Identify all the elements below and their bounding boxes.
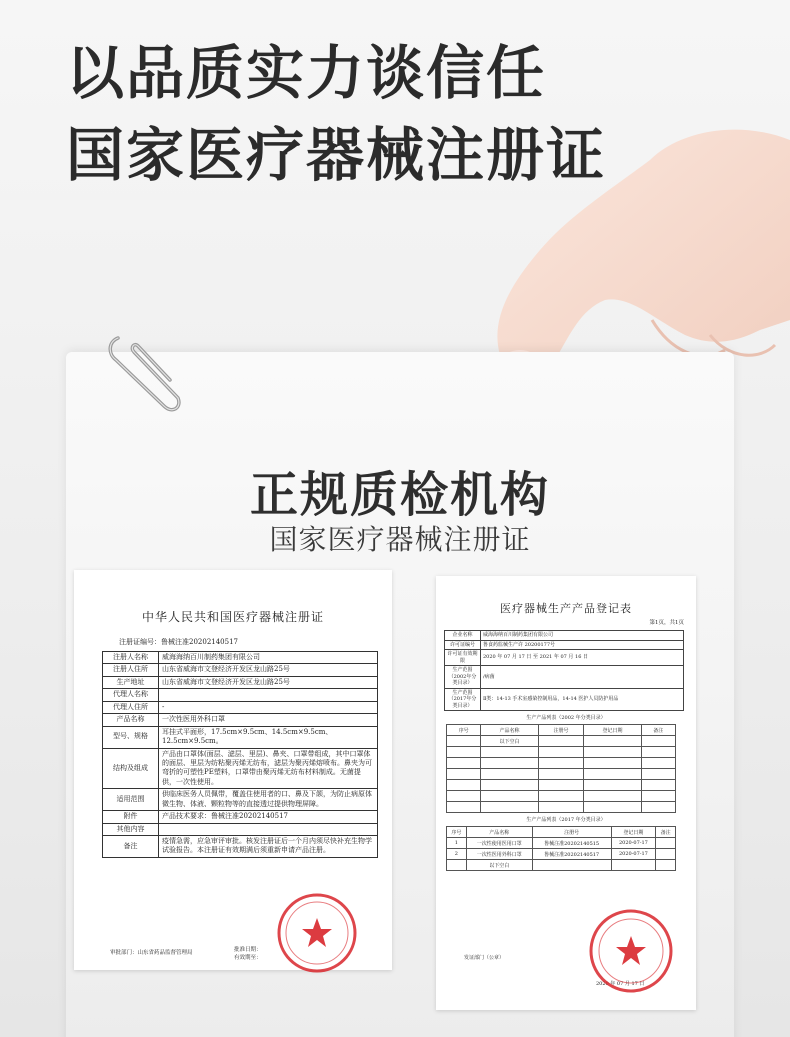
column-header: 产品名称	[481, 725, 538, 736]
empty-note: 以下空白	[481, 736, 538, 747]
row-key: 其他内容	[103, 823, 159, 835]
column-header: 注册号	[538, 725, 584, 736]
certificate-number: 注册证编号：鲁械注准20202140517	[119, 638, 238, 646]
certificate-row	[103, 701, 378, 713]
row-key: 结构及组成	[103, 748, 159, 789]
form-row	[445, 640, 684, 650]
row-key: 许可证编号	[445, 640, 481, 650]
issue-date: 2020 年 07 月 17 日	[596, 981, 645, 987]
row-value: 耳挂式平面形，17.5cm×9.5cm、14.5cm×9.5cm、12.5cm×9.5cm。	[159, 726, 378, 748]
column-header: 产品名称	[466, 827, 532, 838]
certificate-row	[103, 789, 378, 811]
row-value: 威海海纳百川制药集团有限公司	[159, 652, 378, 664]
product-no: 2	[447, 849, 467, 860]
row-key: 代理人住所	[103, 701, 159, 713]
list-2002-caption: 生产产品列表（2002 年分类目录）	[526, 715, 606, 721]
row-value: -	[159, 701, 378, 713]
product-no: 1	[447, 838, 467, 849]
certificate-row	[103, 823, 378, 835]
row-key: 注册人住所	[103, 664, 159, 676]
official-seal-icon	[274, 890, 360, 976]
table-row	[447, 849, 676, 860]
column-header: 序号	[447, 725, 481, 736]
certificate-row	[103, 748, 378, 789]
issuing-authority: 发证部门（公章）	[464, 955, 505, 961]
paperclip-icon	[104, 328, 184, 418]
certificate-approver: 审批部门：山东省药品监督管理局	[110, 950, 193, 956]
row-value: 山东省威海市文登经济开发区龙山路25号	[159, 664, 378, 676]
headline-line-2: 国家医疗器械注册证	[66, 121, 607, 189]
certificate-title: 中华人民共和国医疗器械注册证	[141, 610, 324, 624]
column-header: 登记日期	[611, 827, 656, 838]
table-row	[447, 838, 676, 849]
form-title: 医疗器械生产产品登记表	[500, 602, 632, 615]
product-reg: 鲁械注准20202140515	[532, 838, 611, 849]
certificate-row	[103, 836, 378, 858]
row-key: 注册人名称	[103, 652, 159, 664]
product-remark	[656, 849, 676, 860]
product-name: 一次性医用外科口罩	[466, 849, 532, 860]
row-value: 一次性医用外科口罩	[159, 714, 378, 726]
row-key: 生产范围（2002年分类目录）	[445, 666, 481, 689]
row-key: 代理人名称	[103, 689, 159, 701]
certificate-row	[103, 714, 378, 726]
official-seal-icon	[586, 906, 676, 996]
row-key: 生产地址	[103, 676, 159, 688]
row-key: 型号、规格	[103, 726, 159, 748]
product-name: 一次性使用医用口罩	[466, 838, 532, 849]
list-2017-caption: 生产产品列表（2017 年分类目录）	[526, 817, 606, 823]
row-key: 适用范围	[103, 789, 159, 811]
form-info-table	[444, 630, 684, 711]
product-reg: 鲁械注准20202140517	[532, 849, 611, 860]
row-key: 许可证有效期限	[445, 650, 481, 666]
list-2017-table	[446, 826, 676, 871]
list-2002-table	[446, 724, 676, 813]
product-date: 2020-07-17	[611, 849, 656, 860]
row-value	[159, 823, 378, 835]
row-value: 2020 年 07 月 17 日 至 2021 年 07 月 16 日	[481, 650, 684, 666]
row-value: /病菌	[481, 666, 684, 689]
certificate-row	[103, 726, 378, 748]
board-subtitle: 国家医疗器械注册证	[269, 523, 531, 556]
headline-line-1: 以品质实力谈信任	[66, 39, 547, 107]
board-title: 正规质检机构	[249, 467, 550, 523]
column-header: 注册号	[532, 827, 611, 838]
column-header: 登记日期	[584, 725, 641, 736]
form-row	[445, 666, 684, 689]
empty-note: 以下空白	[466, 860, 532, 871]
product-date: 2020-07-17	[611, 838, 656, 849]
column-header: 序号	[447, 827, 467, 838]
certificate-row	[103, 652, 378, 664]
column-header: 备注	[641, 725, 675, 736]
row-value: 产品技术要求：鲁械注准20202140517	[159, 811, 378, 823]
row-value: 供临床医务人员佩带，覆盖住使用者的口、鼻及下颌，为防止病原体微生物、体液、颗粒物等的直接透过提供物理屏障。	[159, 789, 378, 811]
form-row	[445, 688, 684, 711]
row-key: 生产范围（2017年分类目录）	[445, 688, 481, 711]
row-value: 威海海纳百川制药集团有限公司	[481, 631, 684, 641]
certificate-row	[103, 664, 378, 676]
column-header: 备注	[656, 827, 676, 838]
row-key: 附件	[103, 811, 159, 823]
certificate-table	[102, 651, 378, 858]
row-value: 鲁食药监械生产许 20200177号	[481, 640, 684, 650]
production-registration-form	[436, 576, 696, 1010]
row-value	[159, 689, 378, 701]
registration-certificate	[74, 570, 392, 970]
product-remark	[656, 838, 676, 849]
certificate-row	[103, 676, 378, 688]
certificate-dates: 批准日期： 有效期至：	[234, 947, 262, 962]
row-value: 疫情急需，应急审评审批。核发注册证后一个月内须尽快补充生物学试验报告。本注册证有效期满后须重新申请产品注册。	[159, 836, 378, 858]
certificate-row	[103, 689, 378, 701]
row-value: 山东省威海市文登经济开发区龙山路25号	[159, 676, 378, 688]
certificate-row	[103, 811, 378, 823]
row-key: 企业名称	[445, 631, 481, 641]
row-value: 产品由口罩体(面层、滤层、里层)、鼻夹、口罩带组成，其中口罩体的面层、里层为纺粘聚丙烯无纺布，滤层为聚丙烯熔喷布。鼻夹为可弯折的可塑性PE塑料，口罩带由聚丙烯无纺布材料制成。无菌提供，一次性使用。	[159, 748, 378, 789]
table-row	[447, 860, 676, 871]
row-key: 备注	[103, 836, 159, 858]
form-page-number: 第1页，共1页	[649, 620, 684, 626]
form-row	[445, 650, 684, 666]
row-value: Ⅱ类：14-13 手术室感染控制用品，14-14 医护人员防护用品	[481, 688, 684, 711]
form-row	[445, 631, 684, 641]
row-key: 产品名称	[103, 714, 159, 726]
